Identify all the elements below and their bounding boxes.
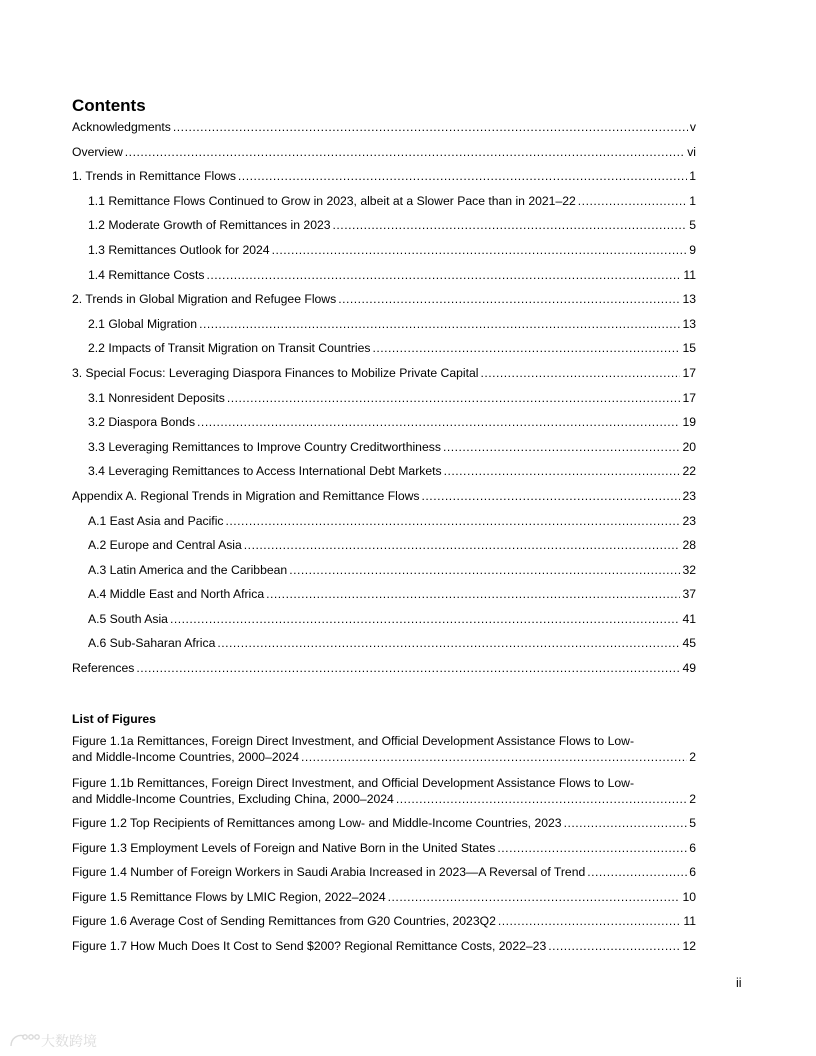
toc-entry[interactable] — [72, 391, 696, 416]
toc-entry[interactable] — [72, 145, 696, 170]
toc-entry[interactable] — [72, 341, 696, 366]
toc-entry-title: A.6 Sub-Saharan Africa — [88, 636, 216, 651]
toc-entry[interactable] — [72, 415, 696, 440]
figure-entry-last-line — [72, 750, 696, 767]
toc-entry-title: 1. Trends in Remittance Flows — [72, 169, 236, 184]
figure-entry-page: 11 — [683, 914, 696, 929]
toc-entry-title: 1.1 Remittance Flows Continued to Grow in 2023, albeit at a Slower Pace than in 2021–22 — [88, 193, 576, 208]
toc-entry-title: A.1 East Asia and Pacific — [88, 513, 224, 528]
dot-leader — [587, 865, 687, 879]
toc-entry-title: 2. Trends in Global Migration and Refugee Flows — [72, 292, 337, 307]
dot-leader — [443, 440, 681, 454]
watermark-logo — [8, 1029, 108, 1051]
toc-entry-page: 13 — [682, 316, 696, 331]
figure-entry[interactable] — [72, 841, 696, 866]
figure-entry-last-line — [72, 816, 696, 841]
dot-leader — [388, 890, 681, 904]
dot-leader — [498, 914, 681, 928]
dot-leader — [497, 841, 687, 855]
toc-entry-title: 1.3 Remittances Outlook for 2024 — [88, 242, 270, 257]
dot-leader — [244, 538, 681, 552]
toc-entry[interactable] — [72, 538, 696, 563]
toc-entry-page: v — [689, 120, 696, 134]
toc-entry-page: 28 — [682, 538, 696, 553]
toc-entry[interactable] — [72, 489, 696, 514]
toc-entry-page: 11 — [683, 267, 696, 282]
toc-entry-title: A.3 Latin America and the Caribbean — [88, 562, 288, 577]
list-of-figures — [72, 733, 696, 964]
figure-entry[interactable] — [72, 914, 696, 939]
toc-entry-title: Acknowledgments — [72, 120, 171, 134]
toc-entry-page: 1 — [689, 193, 696, 208]
toc-entry-title: A.5 South Asia — [88, 611, 168, 626]
dot-leader — [173, 120, 688, 134]
dot-leader — [170, 612, 680, 626]
toc-entry-title: 2.2 Impacts of Transit Migration on Transit Countries — [88, 341, 371, 356]
toc-entry[interactable] — [72, 194, 696, 219]
dot-leader — [301, 750, 687, 764]
figure-entry-title: and Middle-Income Countries, 2000–2024 — [72, 750, 299, 764]
dot-leader — [548, 939, 680, 953]
toc-entry-page: 23 — [682, 488, 696, 503]
toc-entry-page: 15 — [682, 341, 696, 356]
toc-entry[interactable] — [72, 218, 696, 243]
page-number: ii — [736, 976, 742, 990]
toc-entry-title: A.2 Europe and Central Asia — [88, 538, 242, 553]
toc-entry-page: vi — [687, 144, 696, 159]
toc-entry[interactable] — [72, 587, 696, 612]
figure-entry-title-line1: Figure 1.1a Remittances, Foreign Direct Investment, and Official Development Assistance Flows to Low- — [72, 734, 634, 748]
toc-entry-title: Appendix A. Regional Trends in Migration and Remittance Flows — [72, 488, 420, 503]
contents-heading: Contents — [72, 96, 146, 115]
toc-entry-page: 41 — [682, 611, 696, 626]
toc-entry-page: 5 — [689, 218, 696, 233]
dot-leader — [226, 514, 681, 528]
dot-leader — [272, 243, 688, 257]
figure-entry[interactable] — [72, 890, 696, 915]
toc-entry[interactable] — [72, 169, 696, 194]
figure-entry-title: Figure 1.3 Employment Levels of Foreign and Native Born in the United States — [72, 840, 496, 855]
dot-leader — [197, 415, 680, 429]
toc-entry[interactable] — [72, 563, 696, 588]
figure-entry-last-line — [72, 841, 696, 866]
figure-entry-page: 6 — [689, 840, 696, 855]
dot-leader — [217, 636, 680, 650]
toc-entry-title: References — [72, 661, 135, 676]
dot-leader — [480, 366, 680, 380]
watermark-text: 大数跨境 — [41, 1034, 97, 1050]
figure-entry-title-line1: Figure 1.1b Remittances, Foreign Direct Investment, and Official Development Assistance Flows to Low- — [72, 775, 634, 790]
toc-entry-title: 1.4 Remittance Costs — [88, 267, 205, 282]
figure-entry[interactable] — [72, 733, 696, 767]
figure-entry-page: 5 — [689, 816, 696, 830]
figure-entry-last-line — [72, 914, 696, 939]
toc-entry[interactable] — [72, 636, 696, 661]
toc-entry-page: 19 — [682, 415, 696, 430]
figure-entry[interactable] — [72, 775, 696, 809]
toc-entry-title: 3. Special Focus: Leveraging Diaspora Finances to Mobilize Private Capital — [72, 365, 479, 380]
toc-entry-page: 49 — [682, 661, 696, 676]
toc-entry[interactable] — [72, 268, 696, 293]
toc-entry-title: Overview — [72, 144, 123, 159]
toc-entry-title: 3.1 Nonresident Deposits — [88, 390, 225, 405]
figure-entry-page: 10 — [682, 889, 696, 904]
figure-entry-title: and Middle-Income Countries, Excluding China, 2000–2024 — [72, 791, 394, 806]
toc-entry[interactable] — [72, 661, 696, 686]
figure-entry-title: Figure 1.6 Average Cost of Sending Remittances from G20 Countries, 2023Q2 — [72, 914, 496, 929]
dot-leader — [396, 792, 687, 806]
toc-entry-title: 3.4 Leveraging Remittances to Access International Debt Markets — [88, 464, 442, 479]
toc-entry-page: 1 — [689, 169, 696, 184]
dot-leader — [372, 341, 680, 355]
figure-entry[interactable] — [72, 865, 696, 890]
dot-leader — [227, 391, 681, 405]
dot-leader — [125, 145, 685, 159]
dot-leader — [266, 587, 680, 601]
dot-leader — [444, 464, 681, 478]
toc-entry[interactable] — [72, 366, 696, 391]
toc-entry[interactable] — [72, 440, 696, 465]
figure-entry-last-line — [72, 939, 696, 964]
figure-entry-title: Figure 1.7 How Much Does It Cost to Send $200? Regional Remittance Costs, 2022–23 — [72, 938, 547, 953]
dot-leader — [333, 218, 688, 232]
figure-entry-last-line — [72, 865, 696, 890]
toc-entry[interactable] — [72, 317, 696, 342]
toc-entry[interactable] — [72, 612, 696, 637]
toc-entry-page: 13 — [682, 292, 696, 307]
dot-leader — [564, 816, 688, 830]
figure-entry-page: 2 — [689, 791, 696, 806]
toc-entry-page: 9 — [689, 242, 696, 257]
toc-entry[interactable] — [72, 120, 696, 145]
toc-entry-title: 3.2 Diaspora Bonds — [88, 415, 196, 430]
dot-leader — [199, 317, 680, 331]
toc-entry-page: 45 — [682, 636, 696, 651]
figure-entry-title: Figure 1.4 Number of Foreign Workers in Saudi Arabia Increased in 2023—A Reversal of Trend — [72, 865, 586, 880]
dot-leader — [207, 268, 682, 282]
dot-leader — [338, 292, 680, 306]
toc-entry[interactable] — [72, 514, 696, 539]
toc-entry-page: 17 — [682, 390, 696, 405]
figure-entry-last-line — [72, 890, 696, 915]
dot-leader — [238, 169, 687, 183]
toc-entry-page: 20 — [682, 439, 696, 454]
toc-entry-page: 17 — [682, 365, 696, 380]
toc-entry-page: 32 — [682, 562, 696, 577]
toc-entry-title: 3.3 Leveraging Remittances to Improve Country Creditworthiness — [88, 439, 441, 454]
toc-entry[interactable] — [72, 292, 696, 317]
toc-entry-page: 22 — [682, 464, 696, 479]
toc-entry-page: 37 — [682, 587, 696, 602]
dot-leader — [578, 194, 687, 208]
dot-leader — [289, 563, 680, 577]
toc-entry[interactable] — [72, 464, 696, 489]
figure-entry-last-line — [72, 792, 696, 809]
figure-entry-page: 6 — [689, 865, 696, 880]
toc-entry[interactable] — [72, 243, 696, 268]
dot-leader — [136, 661, 680, 675]
list-of-figures-heading: List of Figures — [72, 712, 156, 726]
table-of-contents — [72, 120, 696, 686]
figure-entry-title: Figure 1.2 Top Recipients of Remittances among Low- and Middle-Income Countries, 2023 — [72, 816, 562, 830]
figure-entry[interactable] — [72, 816, 696, 841]
figure-entry[interactable] — [72, 939, 696, 964]
toc-entry-page: 23 — [682, 513, 696, 528]
toc-entry-title: 1.2 Moderate Growth of Remittances in 2023 — [88, 218, 331, 233]
figure-entry-page: 2 — [689, 750, 696, 764]
dot-leader — [422, 489, 681, 503]
figure-entry-page: 12 — [682, 938, 696, 953]
toc-entry-title: A.4 Middle East and North Africa — [88, 587, 265, 602]
figure-entry-title: Figure 1.5 Remittance Flows by LMIC Region, 2022–2024 — [72, 889, 386, 904]
toc-entry-title: 2.1 Global Migration — [88, 316, 198, 331]
